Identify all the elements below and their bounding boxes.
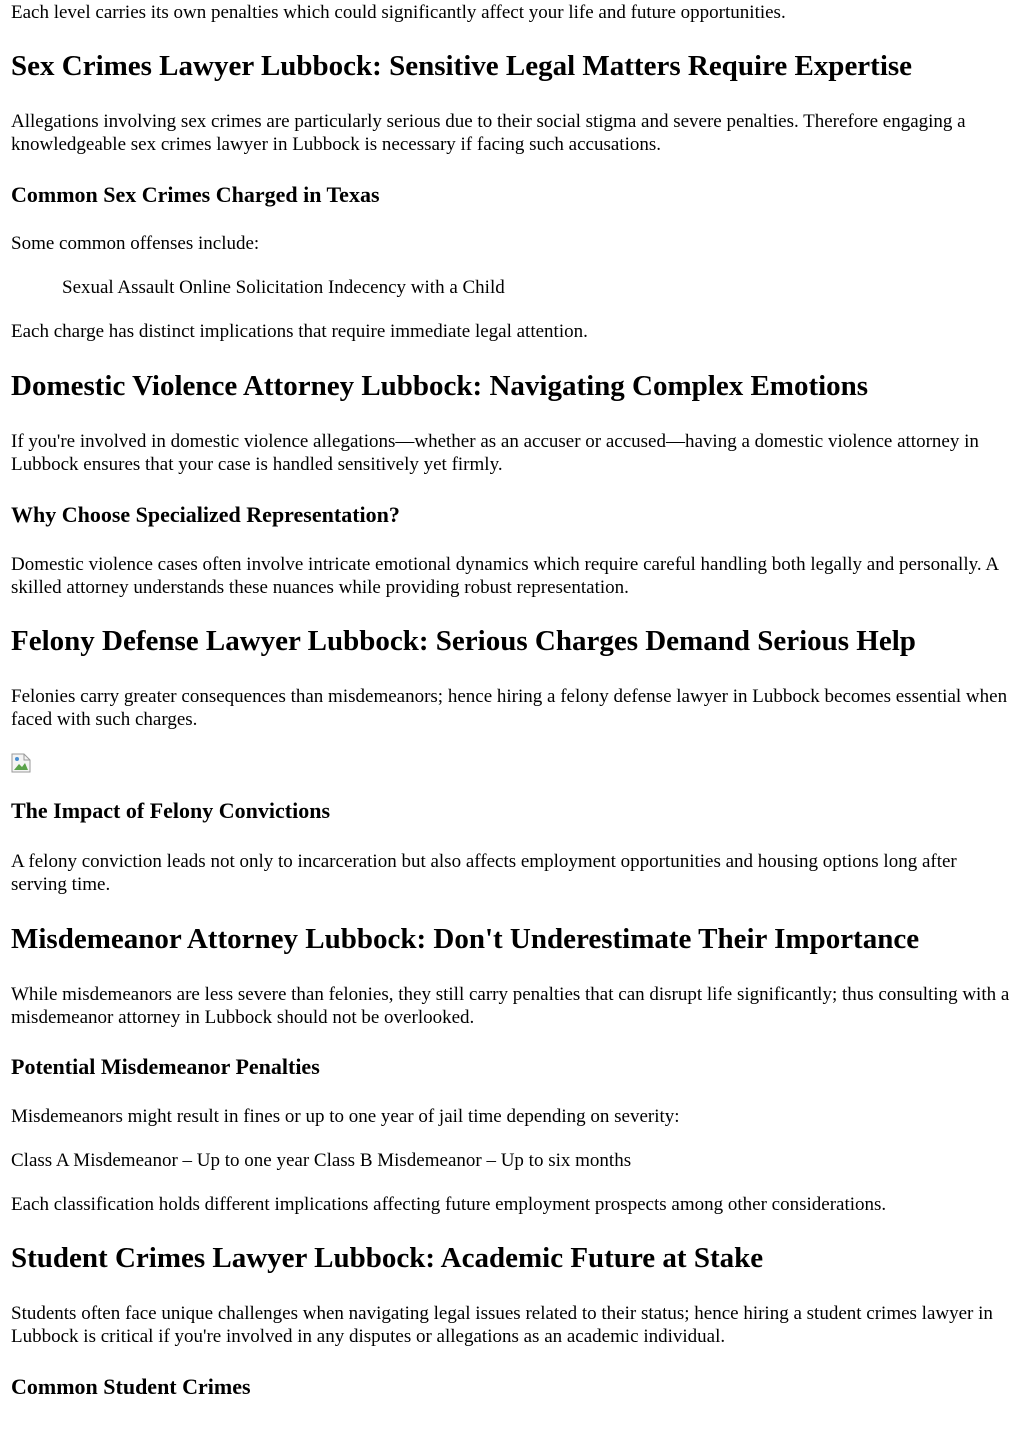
felony-subheading: The Impact of Felony Convictions [11, 798, 330, 823]
sex-crimes-lead: Some common offenses include: [11, 233, 260, 254]
student-crimes-subheading: Common Student Crimes [11, 1374, 251, 1399]
felony-heading: Felony Defense Lawyer Lubbock: Serious Charges Demand Serious Help [11, 625, 916, 657]
sex-crimes-paragraph: Allegations involving sex crimes are particularly serious due to their social stigma and severe penalties. Therefore engaging a knowledgeable sex crimes lawyer in Lubbock is necessary if facing such accusations. [11, 111, 966, 155]
felony-paragraph: Felonies carry greater consequences than misdemeanors; hence hiring a felony defense lawyer in Lubbock becomes essential when faced with such charges. [11, 686, 1008, 730]
misdemeanor-heading: Misdemeanor Attorney Lubbock: Don't Underestimate Their Importance [11, 923, 920, 955]
student-crimes-heading: Student Crimes Lawyer Lubbock: Academic Future at Stake [11, 1242, 764, 1274]
misdemeanor-list: Class A Misdemeanor – Up to one year Class B Misdemeanor – Up to six months [11, 1150, 632, 1171]
sex-crimes-closing: Each charge has distinct implications that require immediate legal attention. [11, 321, 588, 342]
intro-tail-text: Each level carries its own penalties which could significantly affect your life and future opportunities. [11, 2, 786, 23]
domestic-violence-paragraph: If you're involved in domestic violence allegations—whether as an accuser or accused—having a domestic violence attorney in Lubbock ensures that your case is handled sensitively yet firmly. [11, 431, 979, 475]
misdemeanor-closing: Each classification holds different implications affecting future employment prospects among other considerations. [11, 1194, 887, 1215]
sex-crimes-subheading: Common Sex Crimes Charged in Texas [11, 182, 380, 207]
felony-image [11, 753, 1013, 773]
felony-paragraph-2: A felony conviction leads not only to incarceration but also affects employment opportunities and housing options long after serving time. [11, 851, 957, 895]
misdemeanor-subheading: Potential Misdemeanor Penalties [11, 1054, 320, 1079]
sex-crimes-list: Sexual Assault Online Solicitation Indecency with a Child [62, 277, 505, 298]
misdemeanor-lead: Misdemeanors might result in fines or up to one year of jail time depending on severity: [11, 1106, 680, 1127]
sex-crimes-heading: Sex Crimes Lawyer Lubbock: Sensitive Legal Matters Require Expertise [11, 50, 913, 82]
misdemeanor-paragraph: While misdemeanors are less severe than felonies, they still carry penalties that can disrupt life significantly; thus consulting with a misdemeanor attorney in Lubbock should not be overlooked. [11, 984, 1010, 1028]
student-crimes-paragraph: Students often face unique challenges when navigating legal issues related to their status; hence hiring a student crimes lawyer in Lubbock is critical if you're involved in any disputes or allegations as an academic individual. [11, 1303, 993, 1347]
domestic-violence-heading: Domestic Violence Attorney Lubbock: Navigating Complex Emotions [11, 370, 869, 402]
broken-image-icon [11, 753, 31, 773]
domestic-violence-subheading: Why Choose Specialized Representation? [11, 502, 400, 527]
domestic-violence-paragraph-2: Domestic violence cases often involve intricate emotional dynamics which require careful handling both legally and personally. A skilled attorney understands these nuances while providing robust representation. [11, 554, 998, 598]
